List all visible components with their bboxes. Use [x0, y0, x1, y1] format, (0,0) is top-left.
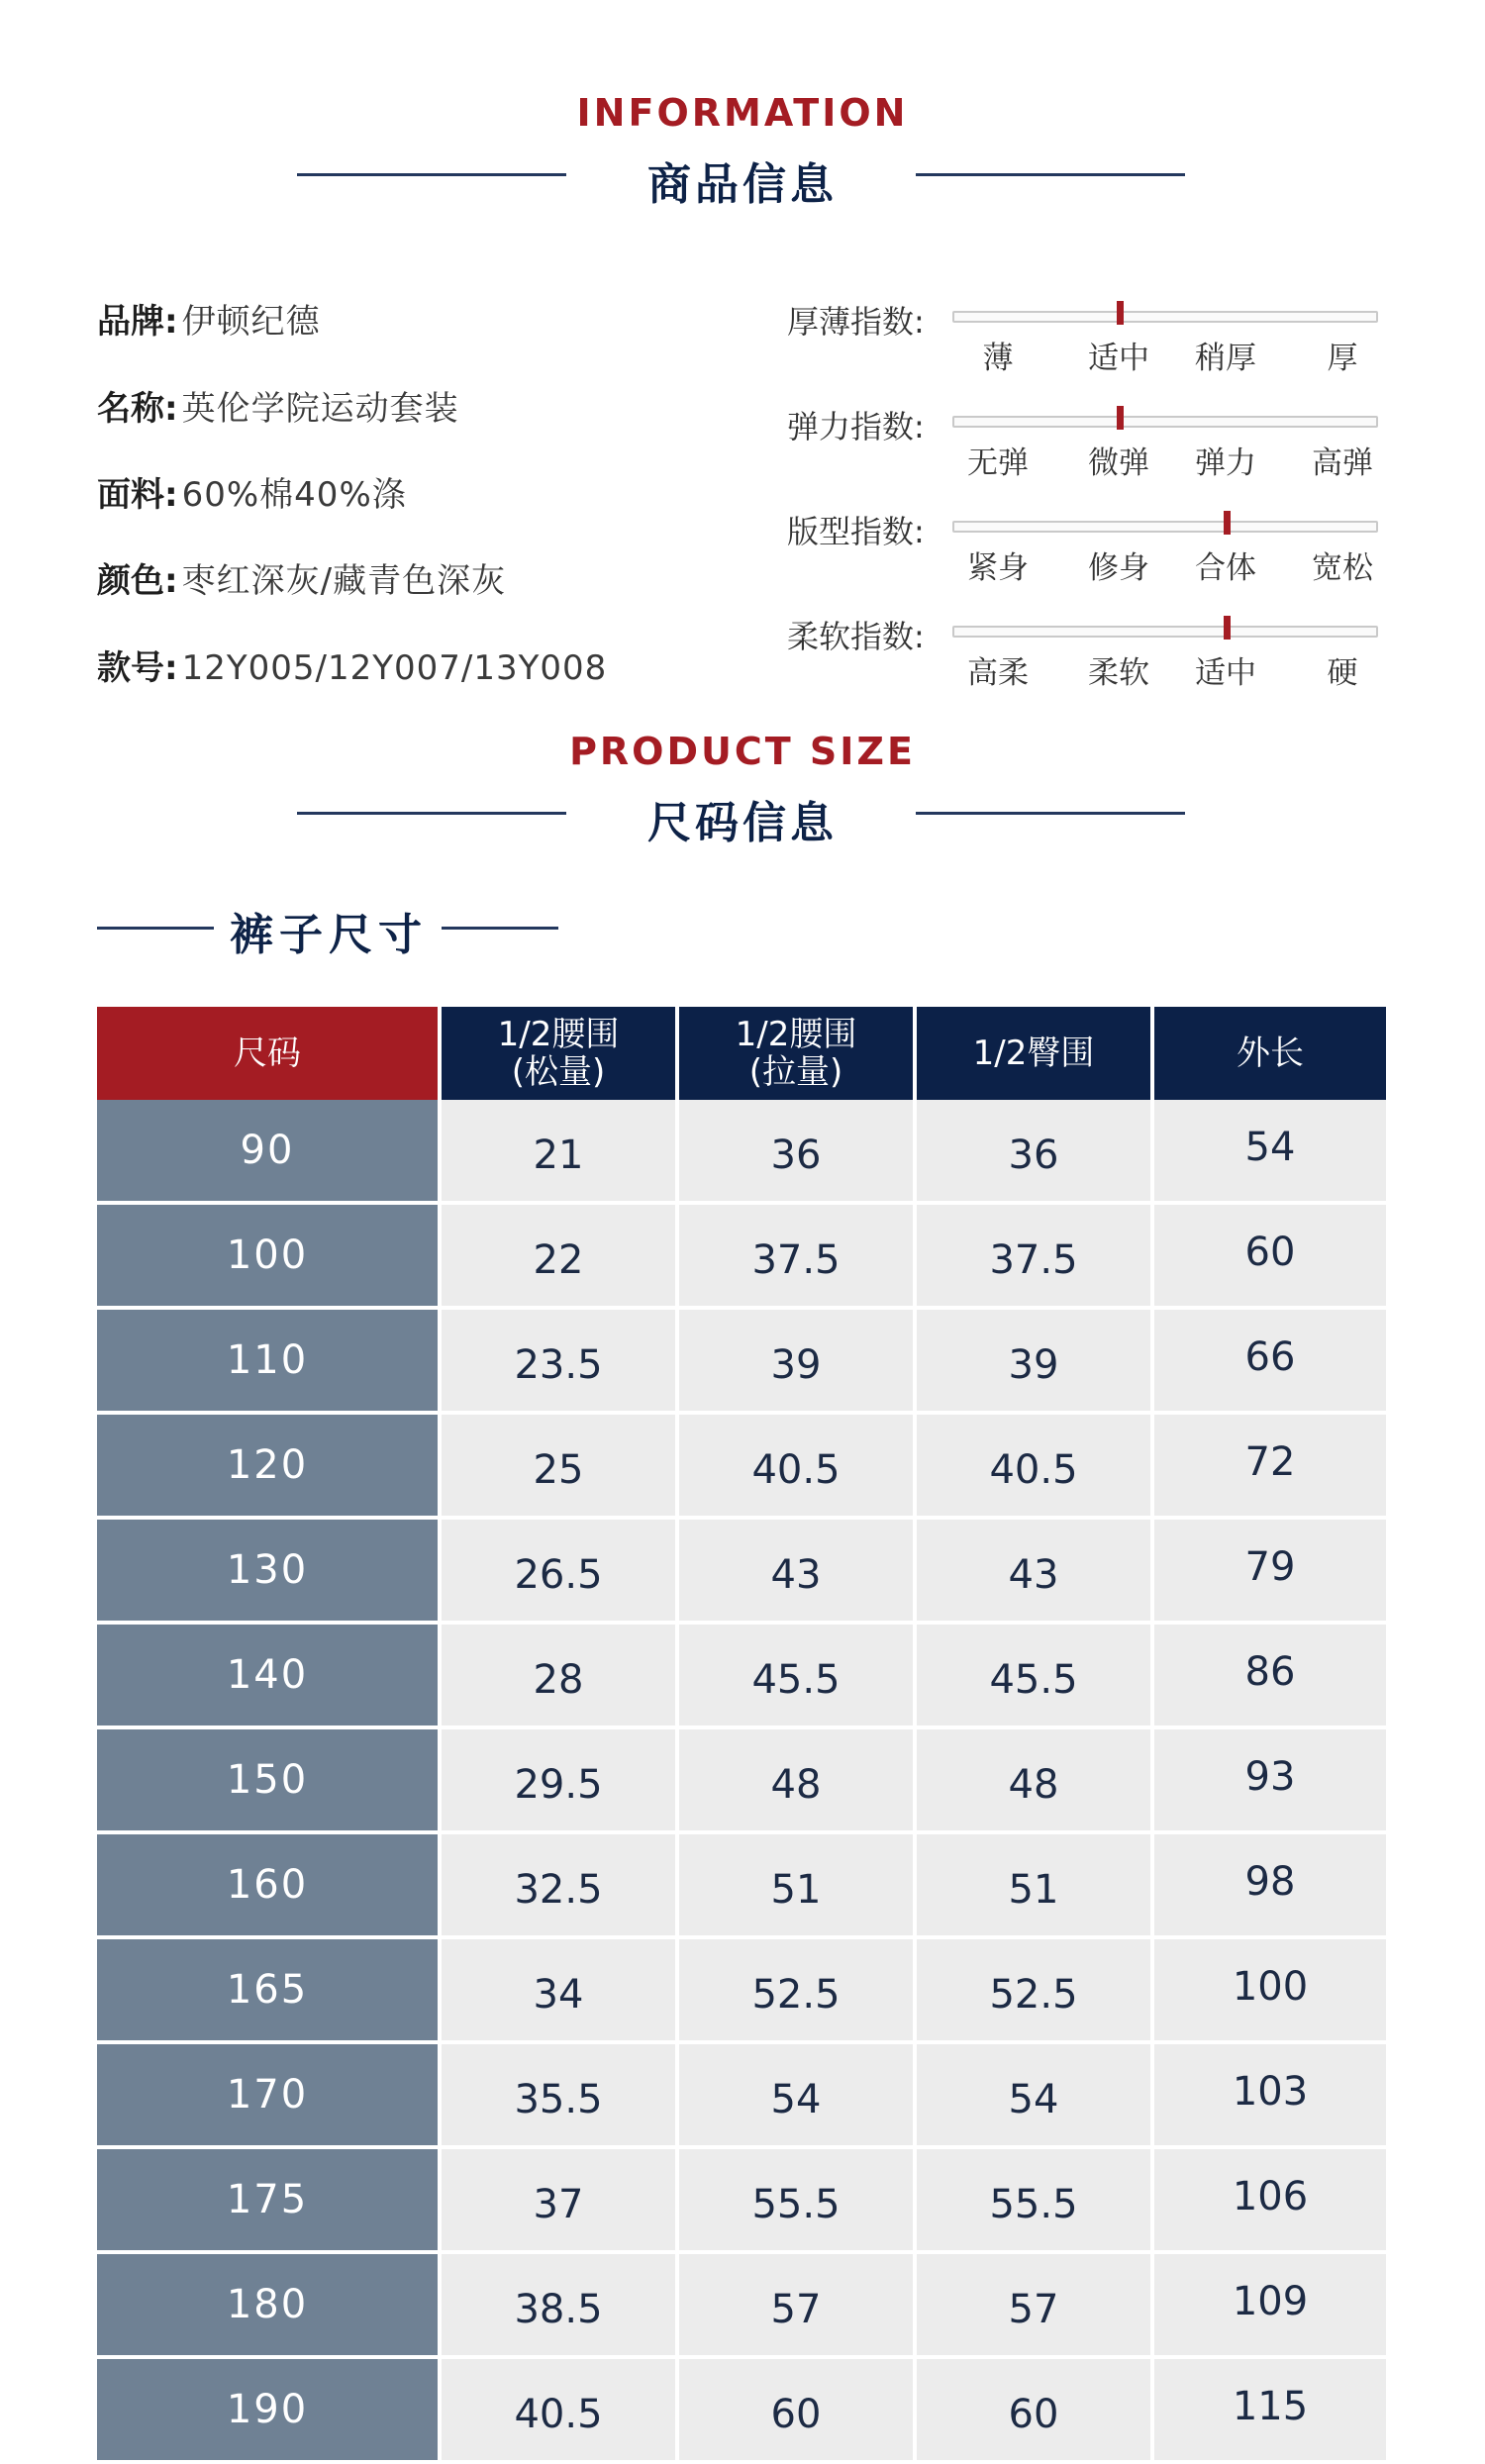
product-info-row [97, 381, 459, 430]
table-row [97, 1520, 1386, 1625]
index-marker [1224, 616, 1231, 640]
table-cell: 54 [679, 2044, 917, 2149]
table-cell: 103 [1154, 2044, 1386, 2149]
table-cell: 39 [917, 1310, 1154, 1415]
table-cell: 25 [442, 1415, 679, 1520]
header-label: 外长 [1237, 1034, 1304, 1073]
table-cell: 86 [1154, 1625, 1386, 1729]
information-title-cn: 商品信息 [647, 159, 838, 210]
table-row [97, 1834, 1386, 1939]
pants-size-title: 裤子尺寸 [230, 910, 428, 960]
table-header-cell [97, 1007, 442, 1100]
table-row [97, 2149, 1386, 2254]
table-cell: 57 [917, 2254, 1154, 2359]
index-option: 高柔 [967, 655, 1029, 691]
index-option: 无弹 [967, 445, 1029, 481]
index-label: 弹力指数: [787, 408, 925, 445]
table-cell: 40.5 [442, 2359, 679, 2464]
table-cell: 57 [679, 2254, 917, 2359]
table-cell: 37.5 [679, 1205, 917, 1310]
index-label: 版型指数: [787, 513, 925, 550]
size-title-cn: 尺码信息 [647, 798, 838, 848]
table-header-cell [442, 1007, 679, 1100]
index-scale-bar [952, 521, 1378, 533]
size-cell: 100 [97, 1205, 442, 1310]
size-cell: 180 [97, 2254, 442, 2359]
index-label: 柔软指数: [787, 618, 925, 655]
product-info-value: 60%棉40%涤 [181, 475, 407, 515]
header-label: 1/2腰围 [735, 1015, 857, 1054]
table-cell: 39 [679, 1310, 917, 1415]
table-cell: 60 [917, 2359, 1154, 2464]
table-row [97, 1729, 1386, 1834]
index-option: 修身 [1088, 550, 1149, 586]
table-cell: 21 [442, 1100, 679, 1205]
index-option: 硬 [1327, 655, 1358, 691]
index-scale-bar [952, 311, 1378, 323]
table-cell: 45.5 [679, 1625, 917, 1729]
table-cell: 43 [917, 1520, 1154, 1625]
index-option: 弹力 [1195, 445, 1256, 481]
size-cell: 130 [97, 1520, 442, 1625]
table-cell: 40.5 [679, 1415, 917, 1520]
size-title-en: PRODUCT SIZE [569, 730, 916, 773]
table-cell: 115 [1154, 2359, 1386, 2464]
table-cell: 26.5 [442, 1520, 679, 1625]
header-sublabel: (松量) [511, 1052, 606, 1092]
table-cell: 51 [917, 1834, 1154, 1939]
table-cell: 22 [442, 1205, 679, 1310]
table-cell: 52.5 [679, 1939, 917, 2044]
size-cell: 160 [97, 1834, 442, 1939]
table-row [97, 1625, 1386, 1729]
size-cell: 175 [97, 2149, 442, 2254]
index-option: 宽松 [1312, 550, 1373, 586]
table-cell: 40.5 [917, 1415, 1154, 1520]
size-cell: 140 [97, 1625, 442, 1729]
product-info-row [97, 294, 321, 343]
product-info-key: 品牌: [97, 302, 178, 342]
table-cell: 60 [1154, 1205, 1386, 1310]
table-row [97, 1205, 1386, 1310]
product-info-key: 颜色: [97, 561, 178, 601]
header-sublabel: (拉量) [748, 1052, 843, 1092]
table-header-cell [679, 1007, 917, 1100]
table-row [97, 1310, 1386, 1415]
information-title-en: INFORMATION [576, 91, 909, 135]
index-option: 紧身 [967, 550, 1029, 586]
size-cell: 90 [97, 1100, 442, 1205]
index-scale-bar [952, 416, 1378, 428]
table-cell: 23.5 [442, 1310, 679, 1415]
table-cell: 48 [679, 1729, 917, 1834]
product-info-key: 面料: [97, 475, 178, 515]
product-info-value: 伊顿纪德 [181, 302, 321, 342]
table-cell: 93 [1154, 1729, 1386, 1834]
index-option: 合体 [1195, 550, 1256, 586]
header-label: 1/2臀围 [972, 1034, 1095, 1073]
table-cell: 55.5 [679, 2149, 917, 2254]
product-info-row [97, 467, 407, 516]
table-cell: 51 [679, 1834, 917, 1939]
size-cell: 110 [97, 1310, 442, 1415]
size-cell: 190 [97, 2359, 442, 2464]
table-cell: 106 [1154, 2149, 1386, 2254]
table-cell: 29.5 [442, 1729, 679, 1834]
heading-line-right [442, 927, 558, 930]
table-cell: 100 [1154, 1939, 1386, 2044]
index-marker [1117, 301, 1124, 325]
index-option: 适中 [1195, 655, 1256, 691]
divider-right [916, 812, 1185, 815]
table-cell: 43 [679, 1520, 917, 1625]
header-label: 1/2腰围 [497, 1015, 620, 1054]
table-cell: 48 [917, 1729, 1154, 1834]
table-cell: 55.5 [917, 2149, 1154, 2254]
size-cell: 165 [97, 1939, 442, 2044]
table-cell: 54 [1154, 1100, 1386, 1205]
product-info-row [97, 641, 607, 689]
table-cell: 32.5 [442, 1834, 679, 1939]
table-row [97, 1415, 1386, 1520]
table-cell: 79 [1154, 1520, 1386, 1625]
index-option: 厚 [1327, 341, 1358, 376]
table-row [97, 1939, 1386, 2044]
index-scale-bar [952, 626, 1378, 638]
table-row [97, 2254, 1386, 2359]
table-cell: 28 [442, 1625, 679, 1729]
size-cell: 170 [97, 2044, 442, 2149]
index-option: 高弹 [1312, 445, 1373, 481]
product-info-value: 枣红深灰/藏青色深灰 [181, 561, 507, 601]
size-cell: 120 [97, 1415, 442, 1520]
table-cell: 66 [1154, 1310, 1386, 1415]
index-option: 柔软 [1088, 655, 1149, 691]
index-label: 厚薄指数: [787, 303, 925, 341]
header-label: 尺码 [234, 1034, 301, 1073]
table-row [97, 2044, 1386, 2149]
product-info-key: 名称: [97, 389, 178, 429]
index-option: 稍厚 [1195, 341, 1256, 376]
size-cell: 150 [97, 1729, 442, 1834]
table-cell: 37 [442, 2149, 679, 2254]
index-marker [1224, 511, 1231, 535]
table-cell: 36 [917, 1100, 1154, 1205]
product-info-value: 英伦学院运动套装 [181, 389, 459, 429]
product-info-row [97, 553, 506, 602]
table-cell: 36 [679, 1100, 917, 1205]
table-cell: 45.5 [917, 1625, 1154, 1729]
index-marker [1117, 406, 1124, 430]
table-cell: 72 [1154, 1415, 1386, 1520]
table-cell: 54 [917, 2044, 1154, 2149]
table-row [97, 2359, 1386, 2464]
table-cell: 37.5 [917, 1205, 1154, 1310]
table-header-row [97, 1007, 1386, 1100]
product-info-key: 款号: [97, 648, 178, 688]
table-cell: 34 [442, 1939, 679, 2044]
table-cell: 60 [679, 2359, 917, 2464]
table-cell: 52.5 [917, 1939, 1154, 2044]
index-option: 微弹 [1088, 445, 1149, 481]
divider-right [916, 173, 1185, 176]
table-cell: 38.5 [442, 2254, 679, 2359]
table-cell: 109 [1154, 2254, 1386, 2359]
table-header-cell [1154, 1007, 1386, 1100]
product-info-value: 12Y005/12Y007/13Y008 [181, 648, 608, 688]
heading-line-left [97, 927, 214, 930]
table-cell: 35.5 [442, 2044, 679, 2149]
index-option: 适中 [1088, 341, 1149, 376]
pants-size-table [97, 1007, 1386, 2464]
index-option: 薄 [982, 341, 1014, 376]
table-row [97, 1100, 1386, 1205]
table-header-cell [917, 1007, 1154, 1100]
table-cell: 98 [1154, 1834, 1386, 1939]
